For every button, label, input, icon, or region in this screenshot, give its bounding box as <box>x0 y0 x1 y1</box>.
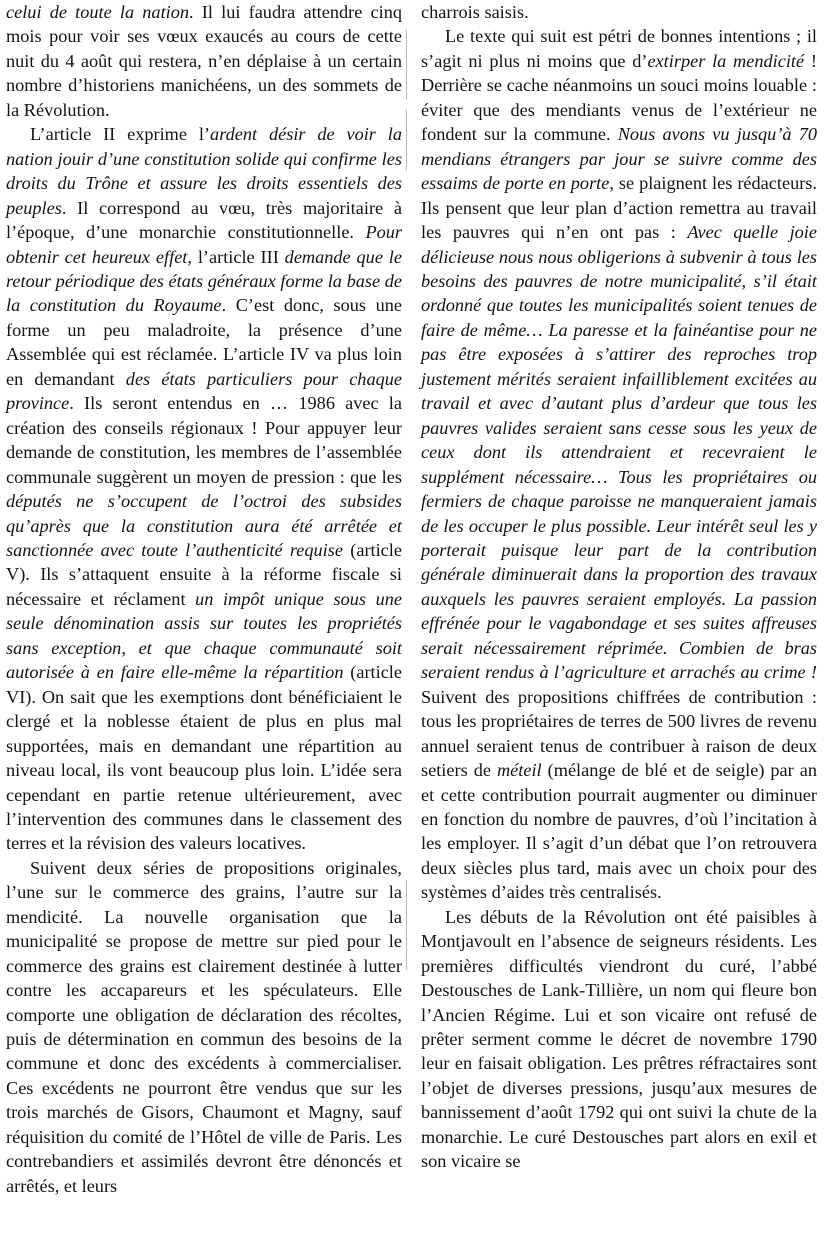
paragraph <box>6 122 402 856</box>
text-run: (mélange de blé et de seigle) par an et cette contribution pourrait augmenter ou diminuer en fonction du nombre de pauvres, d’où l’incitation à les employer. Il s’agit d’un débat que l’on retrouvera deux siècles plus tard, mais avec un choix pour des systèmes d’aides très centralisés. <box>421 760 818 903</box>
paragraph <box>421 905 817 1174</box>
italic-text: Pour obtenir cet heureux effet <box>6 222 402 267</box>
text-run: . Il lui faudra attendre cinq mois pour voir ses vœux exaucés au cours de cette nuit du 4 août qui restera, n’en déplaise à un certain nombre d’historiens manichéens, un des sommets de la Révolution. <box>6 2 402 120</box>
text-run: ! Derrière se cache néanmoins un souci moins louable : éviter que des mendiants venus de l’extérieur ne fondent sur la commune. <box>421 50 817 145</box>
right-column <box>421 0 817 1243</box>
gutter-scan-mark <box>406 880 407 970</box>
left-column <box>6 0 402 1243</box>
italic-text: un impôt unique sous une seule dénomination assis sur toutes les propriétés sans exception, et que chaque communauté soit autorisée à en faire elle-même la répartition <box>6 588 402 683</box>
text-run: . Ils seront entendus en … 1986 avec la création des conseils régionaux ! Pour appuyer leur demande de constitution, les membres de l’assemblée communale suggèrent un moyen de pression : que les <box>6 393 402 487</box>
paragraph <box>421 0 817 24</box>
text-run: charrois saisis. <box>421 2 529 22</box>
text-run: , se plaignent les rédacteurs. Ils pensent que leur plan d’action remettra au travail les pauvres qui n’en ont pas : <box>421 173 817 243</box>
text-run: Suivent des propositions chiffrées de contribution : tous les propriétaires de terres de 500 livres de revenu annuel seraient tenus de contribuer à raison de deux setiers de <box>421 686 817 781</box>
italic-text: des états particuliers pour chaque province <box>6 368 402 414</box>
text-run: (article V). Ils s’attaquent ensuite à la réforme fiscale si nécessaire et réclament <box>6 539 402 609</box>
italic-text: extirper la mendicité <box>647 50 805 71</box>
text-run: (article VI). On sait que les exemptions dont bénéficiaient le clergé et la noblesse étaient de plus en plus mal supportées, mais en demandant une répartition au niveau local, ils vont beaucoup plus loin. L’idée sera cependant en partie retenue ultérieurement, avec l’intervention des communes dans le classement des terres et la révision des valeurs locatives. <box>6 662 402 854</box>
text-run: . C’est donc, sous une forme un peu maladroite, la présence d’une Assemblée qui est réclamée. L’article IV va plus loin en demandant <box>6 295 403 389</box>
text-run: Les débuts de la Révolution ont été paisibles à Montjavoult en l’absence de seigneurs résidents. Les premières difficultés viendront du curé, l’abbé Destousches de Lank-Tillière, un nom qui fleure bon l’Ancien Régime. Lui et son vicaire ont refusé de prêter serment comme le décret de novembre 1790 leur en faisait obligation. Les prêtres réfractaires sont l’objet de diverses pressions, jusqu’aux mesures de bannissement d’août 1792 qui ont suivi la chute de la monarchie. Le curé Destousches part alors en exil et son vicaire se <box>421 906 817 1172</box>
text-run: Suivent deux séries de propositions originales, l’une sur le commerce des grains, l’autre sur la mendicité. La nouvelle organisation que la municipalité se propose de mettre sur pied pour le commerce des grains est clairement destinée à lutter contre les accapareurs et les spéculateurs. Elle comporte une obligation de déclaration des récoltes, puis de détermination en commun des besoins de la commune et donc des excédents à commercialiser. Ces excédents ne pourront être vendus que sur les trois marchés de Gisors, Chaumont et Magny, sauf réquisition du comité de l’Hôtel de ville de Paris. Les contrebandiers et assimilés devront être dénoncés et arrêtés, et leurs <box>6 857 402 1196</box>
italic-text: députés ne s’occupent de l’octroi des subsides qu’après que la constitution aura été arrêtée et sanctionnée avec toute l’authenticité requise <box>6 491 402 560</box>
italic-text: ardent désir de voir la nation jouir d’une constitution solide qui confirme les droits du Trône et assure les droits essentiels des peuples <box>6 124 402 218</box>
paragraph <box>6 856 402 1198</box>
text-run: L’article II exprime l’ <box>30 124 211 145</box>
gutter-scan-mark <box>406 30 407 100</box>
paragraph <box>6 0 402 122</box>
italic-text: méteil <box>496 760 542 781</box>
text-run: , l’article III <box>187 246 285 267</box>
italic-text: demande que le retour périodique des états généraux forme la base de la constitution du Royaume <box>6 246 402 316</box>
italic-text: Nous avons vu jusqu’à 70 mendians étrangers par jour se suivre comme des essaims de porte en porte <box>421 124 818 194</box>
text-run: Le texte qui suit est pétri de bonnes intentions ; il s’agit ni plus ni moins que d’ <box>421 26 817 71</box>
gutter-scan-mark <box>406 110 407 170</box>
text-run: . Il correspond au vœu, très majoritaire à l’époque, d’une monarchie constitutionnelle. <box>6 197 402 243</box>
italic-text: celui de toute la nation <box>6 2 190 22</box>
italic-text: Avec quelle joie délicieuse nous nous obligerions à subvenir à tous les besoins des pauvres de notre municipalité, s’il était ordonné que toutes les municipalités soient tenues de faire de même… La paresse et la fainéantise pour ne pas être exposées à s’attirer des reproches trop justement mérités seraient infailliblement excitées au travail et avec d’autant plus d’ardeur que tous les pauvres valides seraient sans cesse sous les yeux de ceux dont ils attendraient et recevraient le supplément nécessaire… Tous les propriétaires ou fermiers de chaque paroisse ne manqueraient jamais de les occuper le plus possible. Leur intérêt seul les y porterait puisque leur part de la contribution générale diminuerait dans la proportion des travaux auxquels les pauvres seraient employés. La passion effrénée pour le vagabondage et ses suites affreuses serait nécessairement réprimée. Combien de bras seraient rendus à l’agriculture et arrachés au crime ! <box>421 222 817 683</box>
paragraph <box>421 24 817 904</box>
